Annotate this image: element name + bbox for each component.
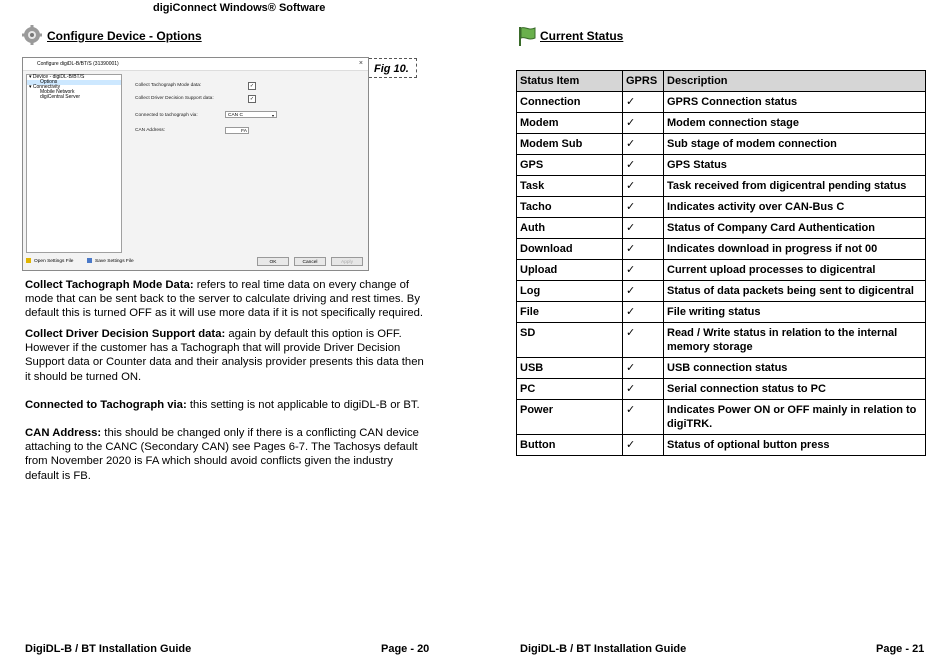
ok-button: OK xyxy=(257,257,289,266)
gprs-check-cell: ✓ xyxy=(623,113,664,134)
description-cell: GPS Status xyxy=(664,155,926,176)
status-item-cell: GPS xyxy=(517,155,623,176)
status-item-cell: Modem xyxy=(517,113,623,134)
footer-left-title: DigiDL-B / BT Installation Guide xyxy=(25,643,192,655)
table-row xyxy=(517,358,926,379)
status-item-cell: Modem Sub xyxy=(517,134,623,155)
description-cell: File writing status xyxy=(664,302,926,323)
gprs-check-cell: ✓ xyxy=(623,134,664,155)
description-cell: Indicates Power ON or OFF mainly in relation to digiTRK. xyxy=(664,400,926,435)
configure-dialog-screenshot xyxy=(22,57,369,271)
gprs-check-cell: ✓ xyxy=(623,197,664,218)
status-item-cell: Connection xyxy=(517,92,623,113)
table-row xyxy=(517,260,926,281)
gprs-check-cell: ✓ xyxy=(623,92,664,113)
can-address-label: CAN Address: xyxy=(135,128,166,133)
table-header-row xyxy=(517,71,926,92)
paragraph-connected-via: Connected to Tachograph via: this setting is not applicable to digiDL-B or BT. xyxy=(25,399,420,411)
tree-item-mobile-network: Mobile Network xyxy=(40,89,75,95)
gprs-check-cell: ✓ xyxy=(623,155,664,176)
apply-button: Apply xyxy=(331,257,363,266)
table-row xyxy=(517,302,926,323)
table-row xyxy=(517,435,926,456)
collect-tacho-label: Collect Tachograph Mode data: xyxy=(135,83,202,88)
gprs-check-cell: ✓ xyxy=(623,400,664,435)
collect-dds-label: Collect Driver Decision Support data: xyxy=(135,96,214,101)
connected-via-label: Connected to tachograph via: xyxy=(135,113,198,118)
description-cell: Status of data packets being sent to digicentral xyxy=(664,281,926,302)
status-item-cell: Log xyxy=(517,281,623,302)
paragraph-collect-dds: Collect Driver Decision Support data: again by default this option is OFF. However if the customer has a Tachograph that will provide Driver Decision Support data or Counter data and their analysis provider presents this data then it should be turned ON. xyxy=(25,328,424,383)
folder-icon xyxy=(26,258,31,263)
status-item-cell: USB xyxy=(517,358,623,379)
footer-right-page: Page - 21 xyxy=(876,643,925,655)
column-header-description: Description xyxy=(664,71,926,92)
close-icon: × xyxy=(358,60,363,67)
column-header-gprs: GPRS xyxy=(623,71,664,92)
table-row xyxy=(517,281,926,302)
paragraph-can-address: CAN Address: this should be changed only if there is a conflicting CAN device attaching to the CANC (Secondary CAN) see Pages 6-7. The Tachosys default from November 2020 is FA which should avoid conflicts given the industry default is FB. xyxy=(25,427,419,482)
table-row xyxy=(517,323,926,358)
save-icon xyxy=(87,258,92,263)
description-cell: Indicates activity over CAN-Bus C xyxy=(664,197,926,218)
description-cell: Read / Write status in relation to the internal memory storage xyxy=(664,323,926,358)
status-item-cell: Download xyxy=(517,239,623,260)
gprs-check-cell: ✓ xyxy=(623,435,664,456)
section-title-current-status: Current Status xyxy=(540,29,624,43)
table-row xyxy=(517,176,926,197)
figure-label: Fig 10. xyxy=(369,58,417,78)
gprs-check-cell: ✓ xyxy=(623,323,664,358)
collect-tacho-checkbox: ✓ xyxy=(249,83,255,89)
save-settings-button: Save Settings File xyxy=(87,257,147,266)
description-cell: Status of optional button press xyxy=(664,435,926,456)
status-item-cell: Tacho xyxy=(517,197,623,218)
status-item-cell: Upload xyxy=(517,260,623,281)
table-row xyxy=(517,92,926,113)
description-cell: Current upload processes to digicentral xyxy=(664,260,926,281)
column-header-status-item: Status Item xyxy=(517,71,623,92)
status-item-cell: File xyxy=(517,302,623,323)
running-header: digiConnect Windows® Software xyxy=(153,2,326,14)
gprs-check-cell: ✓ xyxy=(623,358,664,379)
section-title-configure: Configure Device - Options xyxy=(47,29,202,43)
tree-item-options: Options xyxy=(27,80,121,85)
gprs-check-cell: ✓ xyxy=(623,176,664,197)
gprs-check-cell: ✓ xyxy=(623,260,664,281)
tree-item-connectivity: ▾ Connectivity xyxy=(29,84,61,90)
table-row xyxy=(517,400,926,435)
status-table xyxy=(516,70,926,456)
description-cell: Sub stage of modem connection xyxy=(664,134,926,155)
table-row xyxy=(517,134,926,155)
tree-item-digicentral-server: digiCentral Server xyxy=(40,94,81,100)
dialog-titlebar xyxy=(23,58,368,71)
status-item-cell: Button xyxy=(517,435,623,456)
chevron-down-icon: ▾ xyxy=(271,113,274,118)
tree-item-device: ▾ Device - digiDL-B/BT/S xyxy=(29,74,85,80)
description-cell: Modem connection stage xyxy=(664,113,926,134)
table-row xyxy=(517,155,926,176)
gprs-check-cell: ✓ xyxy=(623,239,664,260)
table-row xyxy=(517,197,926,218)
status-item-cell: Power xyxy=(517,400,623,435)
gprs-check-cell: ✓ xyxy=(623,302,664,323)
can-address-input: FA xyxy=(225,127,249,134)
status-item-cell: Task xyxy=(517,176,623,197)
table-row xyxy=(517,379,926,400)
table-row xyxy=(517,113,926,134)
table-row xyxy=(517,218,926,239)
gear-icon xyxy=(22,25,42,45)
paragraph-collect-tacho: Collect Tachograph Mode Data: refers to real time data on every change of mode that can be sent back to the server to calculate driving and rest times. By default this is turned OFF as it will use more data if it is not specifically required. xyxy=(25,279,424,320)
dialog-title: Configure digiDL-B/BT/S (31390001) xyxy=(37,61,119,67)
settings-tree xyxy=(26,74,122,253)
flag-icon xyxy=(516,25,538,47)
open-settings-button: Open Settings File xyxy=(26,257,82,266)
gprs-check-cell: ✓ xyxy=(623,379,664,400)
description-cell: Indicates download in progress if not 00 xyxy=(664,239,926,260)
cancel-button: Cancel xyxy=(294,257,326,266)
description-cell: GPRS Connection status xyxy=(664,92,926,113)
status-item-cell: SD xyxy=(517,323,623,358)
description-cell: Task received from digicentral pending status xyxy=(664,176,926,197)
description-cell: Status of Company Card Authentication xyxy=(664,218,926,239)
connected-via-select: CAN C ▾ xyxy=(225,111,277,118)
collect-dds-checkbox: ✓ xyxy=(249,96,255,102)
footer-left-page: Page - 20 xyxy=(381,643,430,655)
description-cell: USB connection status xyxy=(664,358,926,379)
status-item-cell: Auth xyxy=(517,218,623,239)
footer-right-title: DigiDL-B / BT Installation Guide xyxy=(520,643,687,655)
gprs-check-cell: ✓ xyxy=(623,281,664,302)
description-cell: Serial connection status to PC xyxy=(664,379,926,400)
table-row xyxy=(517,239,926,260)
gprs-check-cell: ✓ xyxy=(623,218,664,239)
status-item-cell: PC xyxy=(517,379,623,400)
